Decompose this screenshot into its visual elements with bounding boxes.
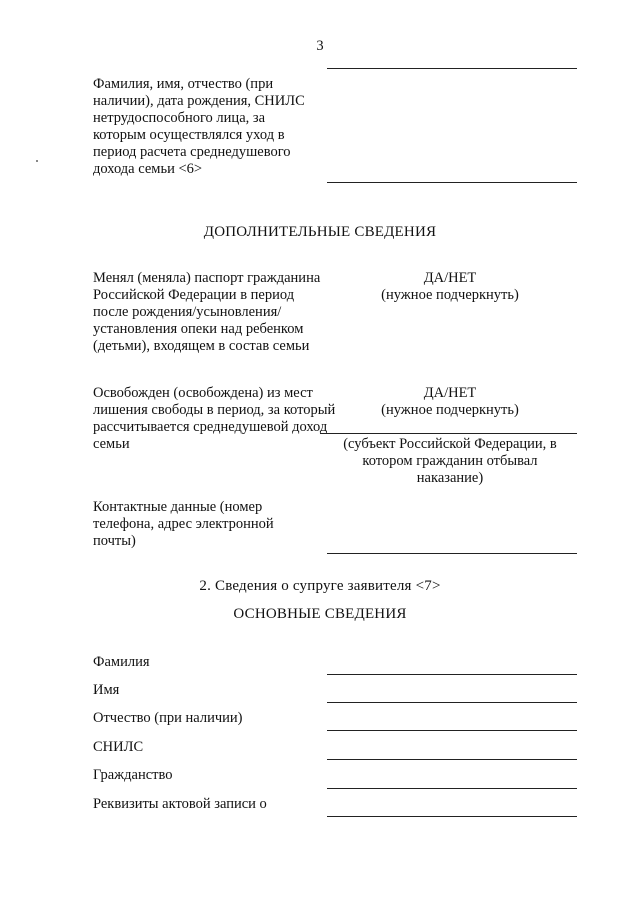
spouse-snils-line[interactable] [327,759,577,760]
spouse-field-surname: Фамилия [93,654,150,670]
spouse-patronymic-line[interactable] [327,730,577,731]
passport-question: Менял (меняла) паспорт гражданина Российской Федерации в период после рождения/усыновления/установления опеки над ребенком (детьми), входящем в состав семьи [93,270,321,354]
caregiver-label: Фамилия, имя, отчество (при наличии), дата рождения, СНИЛС нетрудоспособного лица, за которым осуществлялся уход в период расчета среднедушевого дохода семьи <6> [93,76,305,177]
prison-answer[interactable]: ДА/НЕТ [423,385,477,401]
spouse-field-snils: СНИЛС [93,739,144,755]
passport-hint: (нужное подчеркнуть) [381,287,519,303]
spouse-record-details-line[interactable] [327,816,577,817]
spouse-field-citizenship: Гражданство [93,767,173,783]
caregiver-answer-line[interactable] [327,182,577,183]
spouse-field-name: Имя [93,682,120,698]
spouse-surname-line[interactable] [327,674,577,675]
spouse-field-record-details: Реквизиты актовой записи о [93,796,267,812]
passport-answer[interactable]: ДА/НЕТ [423,270,477,286]
caregiver-answer-line-top [327,68,577,69]
spouse-main-info-heading: ОСНОВНЫЕ СВЕДЕНИЯ [233,606,407,622]
spouse-citizenship-line[interactable] [327,788,577,789]
prison-subject-line[interactable] [320,433,577,434]
scan-speck [36,160,38,162]
prison-question: Освобожден (освобождена) из мест лишения свободы в период, за который рассчитывается среднедушевой доход семьи [93,385,336,452]
spouse-name-line[interactable] [327,702,577,703]
additional-info-heading: ДОПОЛНИТЕЛЬНЫЕ СВЕДЕНИЯ [203,224,437,240]
contacts-label: Контактные данные (номер телефона, адрес электронной почты) [93,499,274,549]
page-number: 3 [316,38,324,54]
contacts-answer-line[interactable] [327,553,577,554]
prison-subject-caption: (субъект Российской Федерации, в котором гражданин отбывал наказание) [343,436,557,486]
spouse-section-title: 2. Сведения о супруге заявителя <7> [199,578,441,594]
prison-hint: (нужное подчеркнуть) [381,402,519,418]
spouse-field-patronymic: Отчество (при наличии) [93,710,243,726]
